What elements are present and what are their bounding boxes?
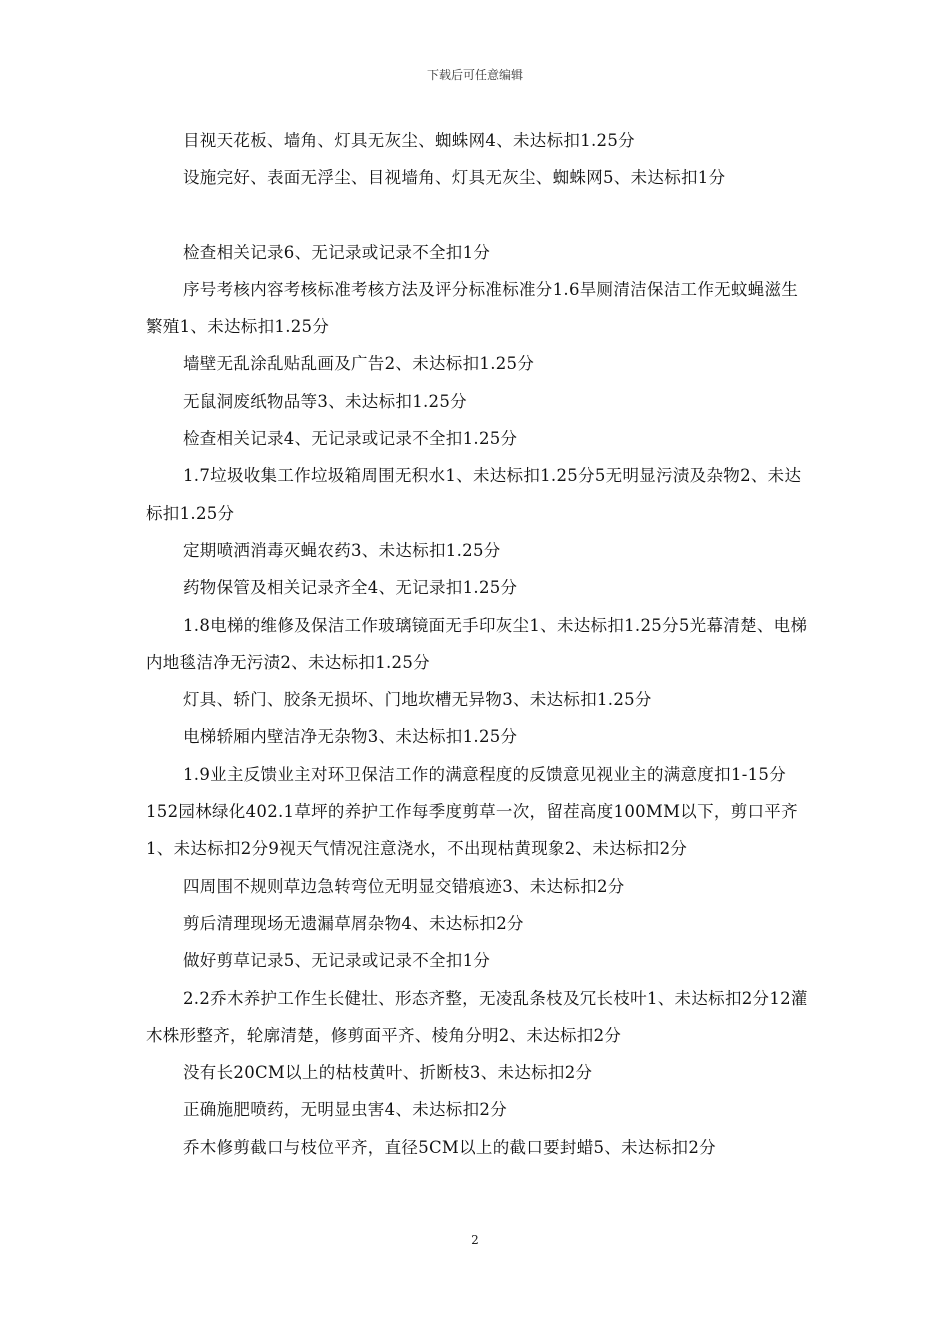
- paragraph: 乔木修剪截口与枝位平齐，直径5CM以上的截口要封蜡5、未达标扣2分: [183, 1137, 716, 1157]
- document-body: [146, 122, 810, 1166]
- page-header: 下载后可任意编辑: [426, 68, 523, 82]
- blank-line: [146, 197, 810, 234]
- paragraph: 定期喷洒消毒灭蝇农药3、未达标扣1.25分: [183, 540, 501, 560]
- paragraph: 序号考核内容考核标准考核方法及评分标准标准分1.6旱厕清洁保洁工作无蚊蝇滋生繁殖1、未达标扣1.25分: [146, 279, 799, 337]
- paragraph: 灯具、轿门、胶条无损坏、门地坎槽无异物3、未达标扣1.25分: [183, 690, 652, 710]
- page-number: 2: [471, 1233, 479, 1247]
- paragraph: 检查相关记录4、无记录或记录不全扣1.25分: [183, 429, 518, 449]
- paragraph: 四周围不规则草边急转弯位无明显交错痕迹3、未达标扣2分: [183, 876, 625, 896]
- paragraph: 目视天花板、墙角、灯具无灰尘、蜘蛛网4、未达标扣1.25分: [183, 131, 635, 150]
- paragraph: 正确施肥喷药，无明显虫害4、未达标扣2分: [183, 1100, 507, 1120]
- paragraph: 电梯轿厢内壁洁净无杂物3、未达标扣1.25分: [183, 727, 518, 747]
- paragraph: 无鼠洞废纸物品等3、未达标扣1.25分: [183, 391, 467, 411]
- paragraph: 2.2乔木养护工作生长健壮、形态齐整，无凌乱条枝及冗长枝叶1、未达标扣2分12灌木株形整齐，轮廓清楚，修剪面平齐、棱角分明2、未达标扣2分: [146, 988, 808, 1045]
- paragraph: 做好剪草记录5、无记录或记录不全扣1分: [183, 951, 491, 971]
- paragraph: 墙壁无乱涂乱贴乱画及广告2、未达标扣1.25分: [183, 354, 535, 374]
- paragraph: 检查相关记录6、无记录或记录不全扣1分: [183, 242, 491, 262]
- paragraph: 设施完好、表面无浮尘、目视墙角、灯具无灰尘、蜘蛛网5、未达标扣1分: [183, 168, 726, 188]
- paragraph: 1.8电梯的维修及保洁工作玻璃镜面无手印灰尘1、未达标扣1.25分5光幕清楚、电梯内地毯洁净无污渍2、未达标扣1.25分: [146, 615, 808, 672]
- paragraph: 剪后清理现场无遗漏草屑杂物4、未达标扣2分: [183, 913, 524, 933]
- paragraph: 1.7垃圾收集工作垃圾箱周围无积水1、未达标扣1.25分5无明显污渍及杂物2、未达标扣1.25分: [146, 466, 802, 523]
- paragraph: 没有长20CM以上的枯枝黄叶、折断枝3、未达标扣2分: [183, 1063, 593, 1083]
- paragraph: 药物保管及相关记录齐全4、无记录扣1.25分: [183, 578, 518, 598]
- paragraph: 1.9业主反馈业主对环卫保洁工作的满意程度的反馈意见视业主的满意度扣1-15分152园林绿化402.1草坪的养护工作每季度剪草一次，留茬高度100MM以下，剪口平齐1、未达标扣2分9视天气情况注意浇水，不出现枯黄现象2、未达标扣2分: [146, 764, 798, 859]
